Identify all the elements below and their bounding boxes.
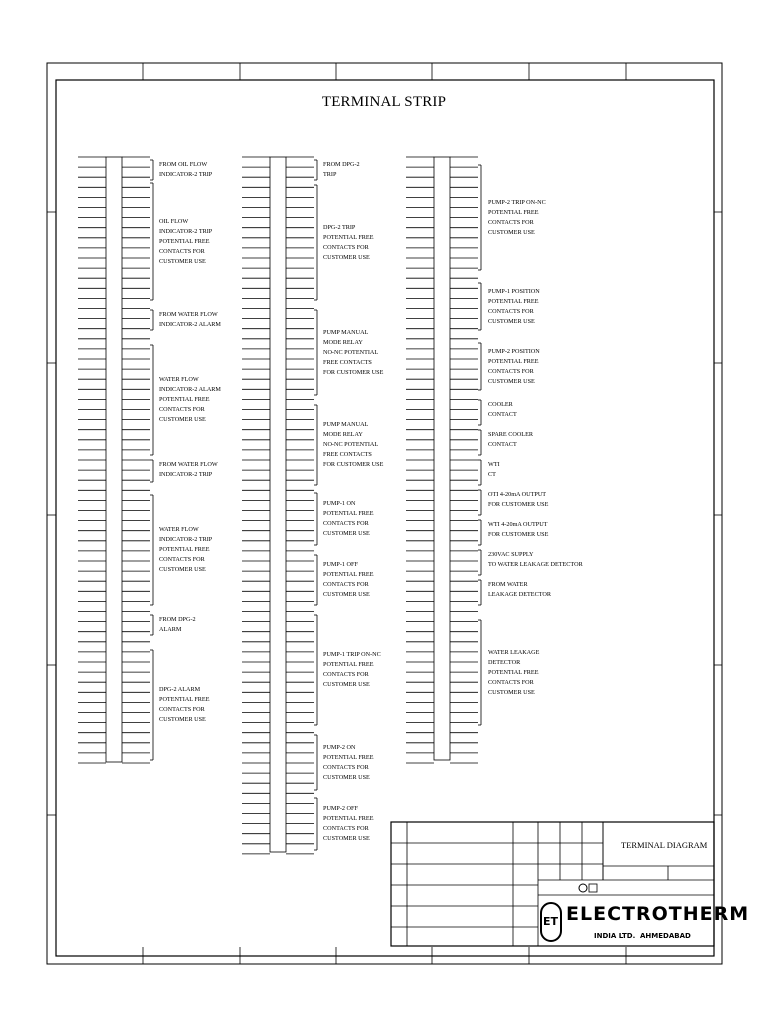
terminal-group-label: PUMP-1 OFF POTENTIAL FREE CONTACTS FOR CUSTOMER USE — [323, 561, 374, 598]
terminal-group-label: PUMP MANUAL MODE RELAY NO-NC POTENTIAL FREE CONTACTS FOR CUSTOMER USE — [323, 328, 384, 376]
terminal-group-label: 230VAC SUPPLY TO WATER LEAKAGE DETECTOR — [488, 551, 583, 568]
terminal-group-label: OTI 4-20mA OUTPUT FOR CUSTOMER USE — [488, 491, 549, 508]
company-city: AHMEDABAD — [640, 932, 691, 940]
terminal-group-label: FROM DPG-2 TRIP — [323, 161, 360, 178]
terminal-block-rail — [106, 157, 122, 762]
terminal-group-label: PUMP-1 TRIP ON-NC POTENTIAL FREE CONTACTS FOR CUSTOMER USE — [323, 651, 381, 688]
terminal-group-label: PUMP-2 TRIP ON-NC POTENTIAL FREE CONTACTS FOR CUSTOMER USE — [488, 198, 546, 236]
terminal-group-label: SPARE COOLER CONTACT — [488, 431, 533, 448]
terminal-group-label: FROM WATER FLOW INDICATOR-2 TRIP — [159, 461, 218, 478]
company-name: ELECTROTHERM — [566, 903, 750, 925]
terminal-group-label: WATER FLOW INDICATOR-2 ALARM POTENTIAL FREE CONTACTS FOR CUSTOMER USE — [159, 376, 221, 423]
drawing-title: TERMINAL STRIP — [321, 94, 447, 110]
title-block-drawing-name: TERMINAL DIAGRAM — [621, 840, 708, 850]
terminal-group-label: PUMP-2 ON POTENTIAL FREE CONTACTS FOR CUSTOMER USE — [323, 743, 374, 781]
terminal-group-label: OIL FLOW INDICATOR-2 TRIP POTENTIAL FREE CONTACTS FOR CUSTOMER USE — [159, 217, 213, 265]
terminal-block-rail — [270, 157, 286, 852]
terminal-group-label: WATER LEAKAGE DETECTOR POTENTIAL FREE CONTACTS FOR CUSTOMER USE — [488, 648, 540, 696]
company-logo-text: ET — [543, 915, 559, 928]
terminal-group-label: FROM DPG-2 ALARM — [159, 616, 196, 633]
terminal-group-label: WTI 4-20mA OUTPUT FOR CUSTOMER USE — [488, 521, 549, 538]
terminal-group-label: PUMP-2 POSITION POTENTIAL FREE CONTACTS FOR CUSTOMER USE — [488, 347, 540, 385]
terminal-group-label: FROM WATER LEAKAGE DETECTOR — [488, 581, 551, 598]
terminal-group-label: WTI CT — [488, 461, 500, 478]
terminal-group-label: WATER FLOW INDICATOR-2 TRIP POTENTIAL FREE CONTACTS FOR CUSTOMER USE — [159, 526, 213, 573]
terminal-group-label: PUMP-2 OFF POTENTIAL FREE CONTACTS FOR CUSTOMER USE — [323, 805, 374, 842]
projection-symbol-icon — [589, 884, 597, 892]
projection-symbol-icon — [579, 884, 587, 892]
outer-border — [47, 63, 722, 964]
terminal-group-label: DPG-2 ALARM POTENTIAL FREE CONTACTS FOR CUSTOMER USE — [159, 686, 210, 723]
terminal-group-label: PUMP MANUAL MODE RELAY NO-NC POTENTIAL FREE CONTACTS FOR CUSTOMER USE — [323, 421, 384, 468]
company-logo — [540, 902, 562, 942]
company-sub: INDIA LTD. — [594, 932, 636, 940]
terminal-group-label: FROM WATER FLOW INDICATOR-2 ALARM — [159, 311, 221, 328]
terminal-group-label: FROM OIL FLOW INDICATOR-2 TRIP — [159, 161, 213, 178]
terminal-group-label: PUMP-1 ON POTENTIAL FREE CONTACTS FOR CUSTOMER USE — [323, 500, 374, 537]
inner-border — [56, 80, 714, 956]
terminal-block-rail — [434, 157, 450, 760]
terminal-group-label: DPG-2 TRIP POTENTIAL FREE CONTACTS FOR CUSTOMER USE — [323, 223, 374, 261]
terminal-group-label: COOLER CONTACT — [488, 401, 517, 418]
terminal-group-label: PUMP-1 POSITION POTENTIAL FREE CONTACTS FOR CUSTOMER USE — [488, 287, 540, 325]
